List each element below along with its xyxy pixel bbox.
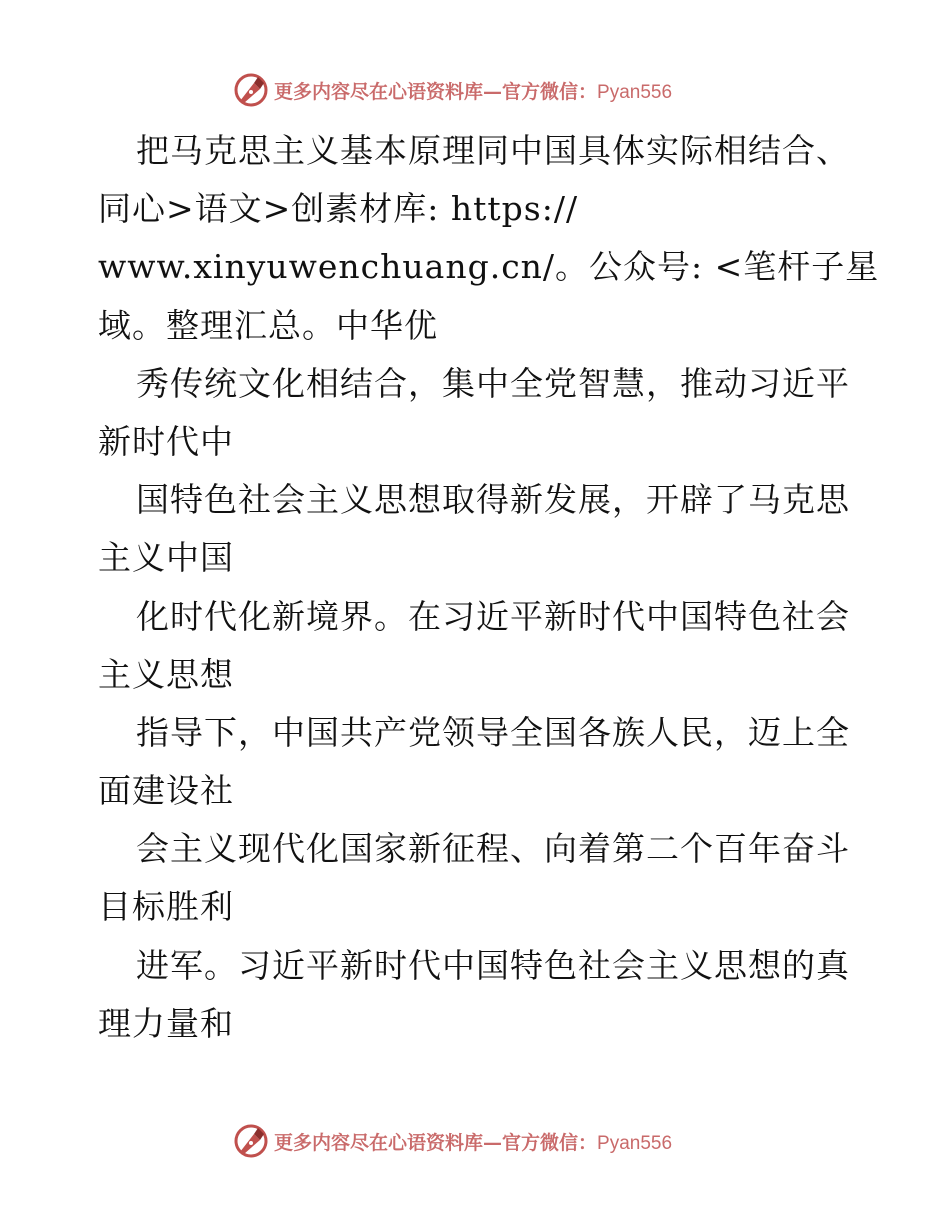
body-line-12: 面建设社	[98, 771, 234, 811]
body-line-8: 主义中国	[98, 538, 234, 578]
body-line-3: www.xinyuwenchuang.cn/。公众号: <笔杆子星	[98, 247, 880, 287]
body-line-4: 域。整理汇总。中华优	[98, 305, 438, 345]
body-line-9: 化时代化新境界。在习近平新时代中国特色社会	[136, 596, 850, 636]
pen-nib-logo-icon	[232, 71, 270, 109]
footer-watermark-banner	[232, 1121, 732, 1161]
body-line-16: 理力量和	[98, 1003, 234, 1043]
header-watermark-banner	[232, 70, 732, 110]
body-line-15: 进军。习近平新时代中国特色社会主义思想的真	[136, 945, 850, 985]
body-line-2: 同心>语文>创素材库: https://	[98, 189, 579, 229]
body-line-13: 会主义现代化国家新征程、向着第二个百年奋斗	[136, 829, 850, 869]
body-line-10: 主义思想	[98, 654, 234, 694]
body-line-7: 国特色社会主义思想取得新发展，开辟了马克思	[136, 480, 850, 520]
document-body	[98, 122, 880, 1053]
body-line-5: 秀传统文化相结合，集中全党智慧，推动习近平	[136, 363, 850, 403]
pen-nib-logo-icon	[232, 1122, 270, 1160]
body-line-14: 目标胜利	[98, 887, 234, 927]
body-line-11: 指导下，中国共产党领导全国各族人民，迈上全	[136, 712, 850, 752]
body-line-6: 新时代中	[98, 421, 234, 461]
footer-banner-text: 更多内容尽在心语资料库—官方微信：Pyan556	[274, 1131, 673, 1154]
body-line-1: 把马克思主义基本原理同中国具体实际相结合、	[136, 131, 850, 170]
header-banner-text: 更多内容尽在心语资料库—官方微信：Pyan556	[274, 80, 673, 103]
